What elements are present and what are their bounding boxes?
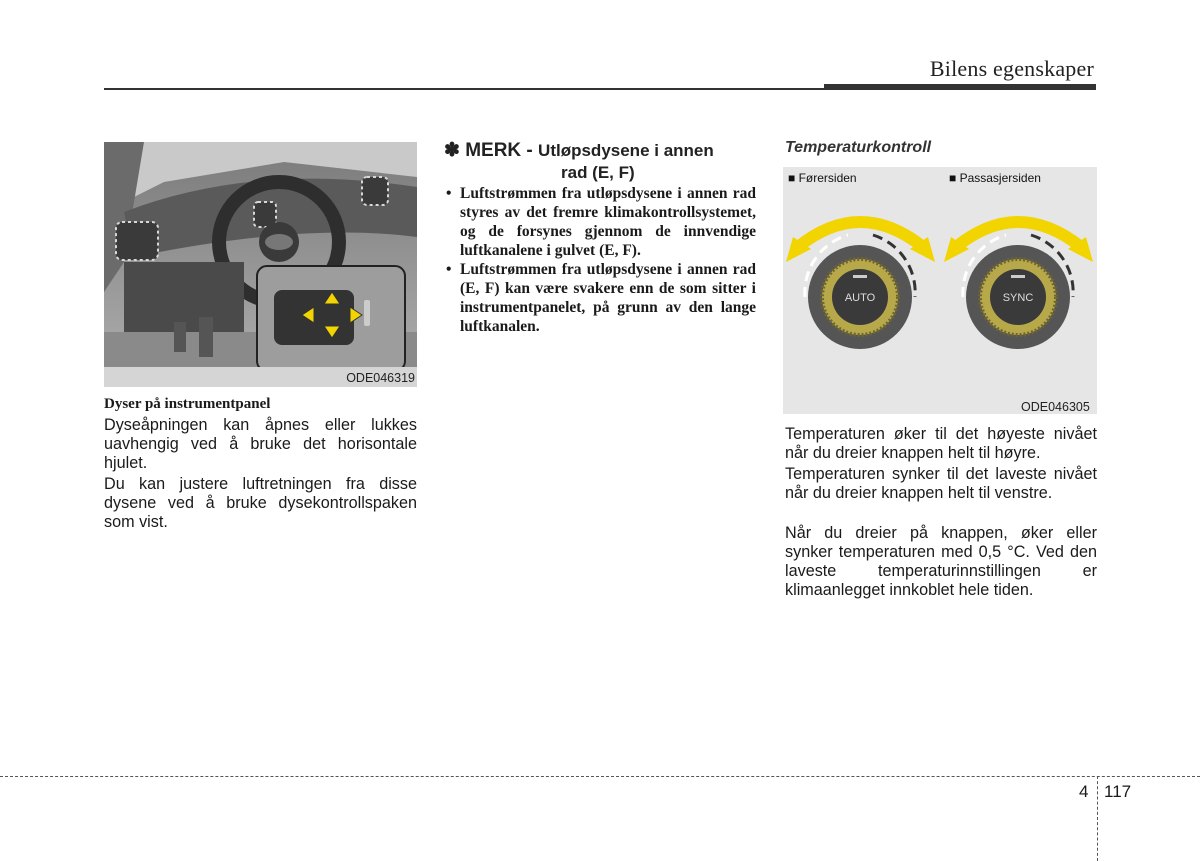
figure-code: ODE046319 xyxy=(346,371,415,385)
note-bullet-list xyxy=(444,184,756,336)
page-number: 117 xyxy=(1104,782,1132,801)
panel-label: ■ Førersiden xyxy=(788,171,857,185)
chapter-number: 4 xyxy=(1079,782,1089,801)
temperature-knob-icon xyxy=(941,187,1097,392)
paragraph: Når du dreier på knappen, øker eller synker temperaturen med 0,5 °C. Ved den laveste temperaturinnstillingen er klimaanlegget innkoblet hele tiden. xyxy=(785,524,1097,599)
driver-panel xyxy=(783,167,937,414)
figure-code: ODE046305 xyxy=(1021,400,1090,414)
dashboard-illustration xyxy=(104,142,417,387)
note-heading xyxy=(444,140,756,184)
running-header-title: Bilens egenskaper xyxy=(929,56,1094,81)
paragraph: Temperaturen øker til det høyeste nivået når du dreier knappen helt til høyre. xyxy=(785,425,1097,462)
passenger-panel xyxy=(941,167,1097,414)
temperature-knob-icon xyxy=(783,187,937,392)
header-rule xyxy=(104,88,1096,90)
knob-label: AUTO xyxy=(844,292,876,304)
note-title-line1: Utløpsdysene i annen xyxy=(538,141,714,160)
panel-label: ■ Passasjersiden xyxy=(949,171,1041,185)
section-title: Temperaturkontroll xyxy=(785,139,932,156)
note-label: MERK - xyxy=(465,140,533,161)
note-title-line2: rad (E, F) xyxy=(561,163,635,182)
list-item: • Luftstrømmen fra utløpsdysene i annen rad (E, F) kan være svakere enn de som sitter i instrumentpanelet, på grunn av den lange luftkanalen. xyxy=(444,260,756,336)
temperature-knobs-figure xyxy=(783,167,1097,414)
dashboard-vents-figure xyxy=(104,142,417,387)
knob-label: SYNC xyxy=(1002,292,1034,304)
paragraph: Du kan justere luftretningen fra disse dysene ved å bruke dysekontrollspaken som vist. xyxy=(104,475,417,531)
paragraph: Temperaturen synker til det laveste nivået når du dreier knappen helt til venstre. xyxy=(785,465,1097,502)
list-item: • Luftstrømmen fra utløpsdysene i annen rad styres av det fremre klimakontrollsystemet, og de forsynes gjennom de innvendige luftkanalene i gulvet (E, F). xyxy=(444,184,756,260)
note-symbol: ✽ xyxy=(444,140,460,161)
footer-dashed-divider xyxy=(1097,776,1098,861)
footer-dashed-rule xyxy=(0,776,1200,777)
paragraph: Dyseåpningen kan åpnes eller lukkes uavhengig ved å bruke det horisontale hjulet. xyxy=(104,416,417,472)
figure-caption: Dyser på instrumentpanel xyxy=(104,396,271,412)
